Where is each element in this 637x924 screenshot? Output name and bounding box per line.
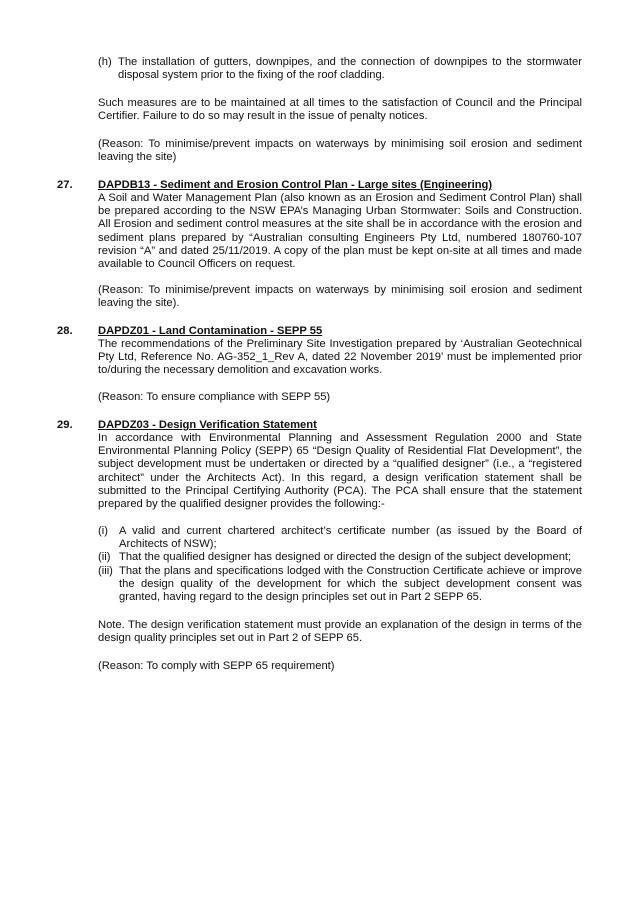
list-item <box>98 565 582 605</box>
list-item <box>98 551 582 564</box>
list-item-label: (h) <box>98 56 112 68</box>
list-item-text: That the qualified designer has designed or directed the design of the subject development; <box>119 551 572 564</box>
section-title: DAPDB13 - Sediment and Erosion Control Plan - Large sites (Engineering) <box>98 179 493 191</box>
requirements-list <box>98 525 582 604</box>
list-item-label: (ii) <box>98 551 111 564</box>
list-item-label: (iii) <box>98 564 113 577</box>
section-title: DAPDZ01 - Land Contamination - SEPP 55 <box>98 325 323 337</box>
list-item-text: A valid and current chartered architect’s certificate number (as issued by the Board of Architects of NSW); <box>119 525 582 551</box>
section-number: 29. <box>57 419 73 431</box>
section-body: The recommendations of the Preliminary Site Investigation prepared by ‘Australian Geotechnical Pty Ltd, Reference No. AG-352_1_Rev A, dated 22 November 2019’ must be implemented prior to/during the necessary demolition and excavation works. <box>98 338 582 377</box>
list-item <box>98 525 582 551</box>
section-number: 28. <box>57 325 73 337</box>
measures-paragraph: Such measures are to be maintained at all times to the satisfaction of Council and the Principal Certifier. Failure to do so may result in the issue of penalty notices. <box>98 97 582 123</box>
section-reason: (Reason: To minimise/prevent impacts on waterways by minimising soil erosion and sediment leaving the site). <box>98 284 582 310</box>
note-paragraph: Note. The design verification statement must provide an explanation of the design in terms of the design quality principles set out in Part 2 of SEPP 65. <box>98 619 582 645</box>
section-number: 27. <box>57 179 73 191</box>
section-title: DAPDZ03 - Design Verification Statement <box>98 419 317 431</box>
section-body: In accordance with Environmental Planning and Assessment Regulation 2000 and State Environmental Planning Policy (SEPP) 65 “Design Quality of Residential Flat Development”, the subject development must be undertaken or directed by a “qualified designer” (i.e., a “registered architect” under the Architects Act). In this regard, a design verification statement shall be submitted to the Principal Certifying Authority (PCA). The PCA shall ensure that the statement prepared by the qualified designer provides the following:- <box>98 432 582 511</box>
reason-paragraph: (Reason: To minimise/prevent impacts on waterways by minimising soil erosion and sediment leaving the site) <box>98 138 582 164</box>
list-item-label: (i) <box>98 525 108 537</box>
section-reason: (Reason: To comply with SEPP 65 requirement) <box>98 660 335 672</box>
list-item-text: The installation of gutters, downpipes, and the connection of downpipes to the stormwater disposal system prior to the fixing of the roof cladding. <box>118 56 582 82</box>
section-reason: (Reason: To ensure compliance with SEPP 55) <box>98 391 331 403</box>
section-body: A Soil and Water Management Plan (also known as an Erosion and Sediment Control Plan) shall be prepared according to the NSW EPA’s Managing Urban Stormwater: Soils and Construction. All Erosion and sediment control measures at the site shall be in accordance with the erosion and sediment plans prepared by “Australian consulting Engineers Pty Ltd, numbered 180760-107 revision “A” and dated 25/11/2019. A copy of the plan must be kept on-site at all times and made available to Council Officers on request. <box>98 192 582 271</box>
list-item-text: That the plans and specifications lodged with the Construction Certificate achieve or improve the design quality of the development for which the subject development consent was granted, having regard to the design principles set out in Part 2 SEPP 65. <box>119 564 582 604</box>
list-item-h <box>98 56 582 82</box>
